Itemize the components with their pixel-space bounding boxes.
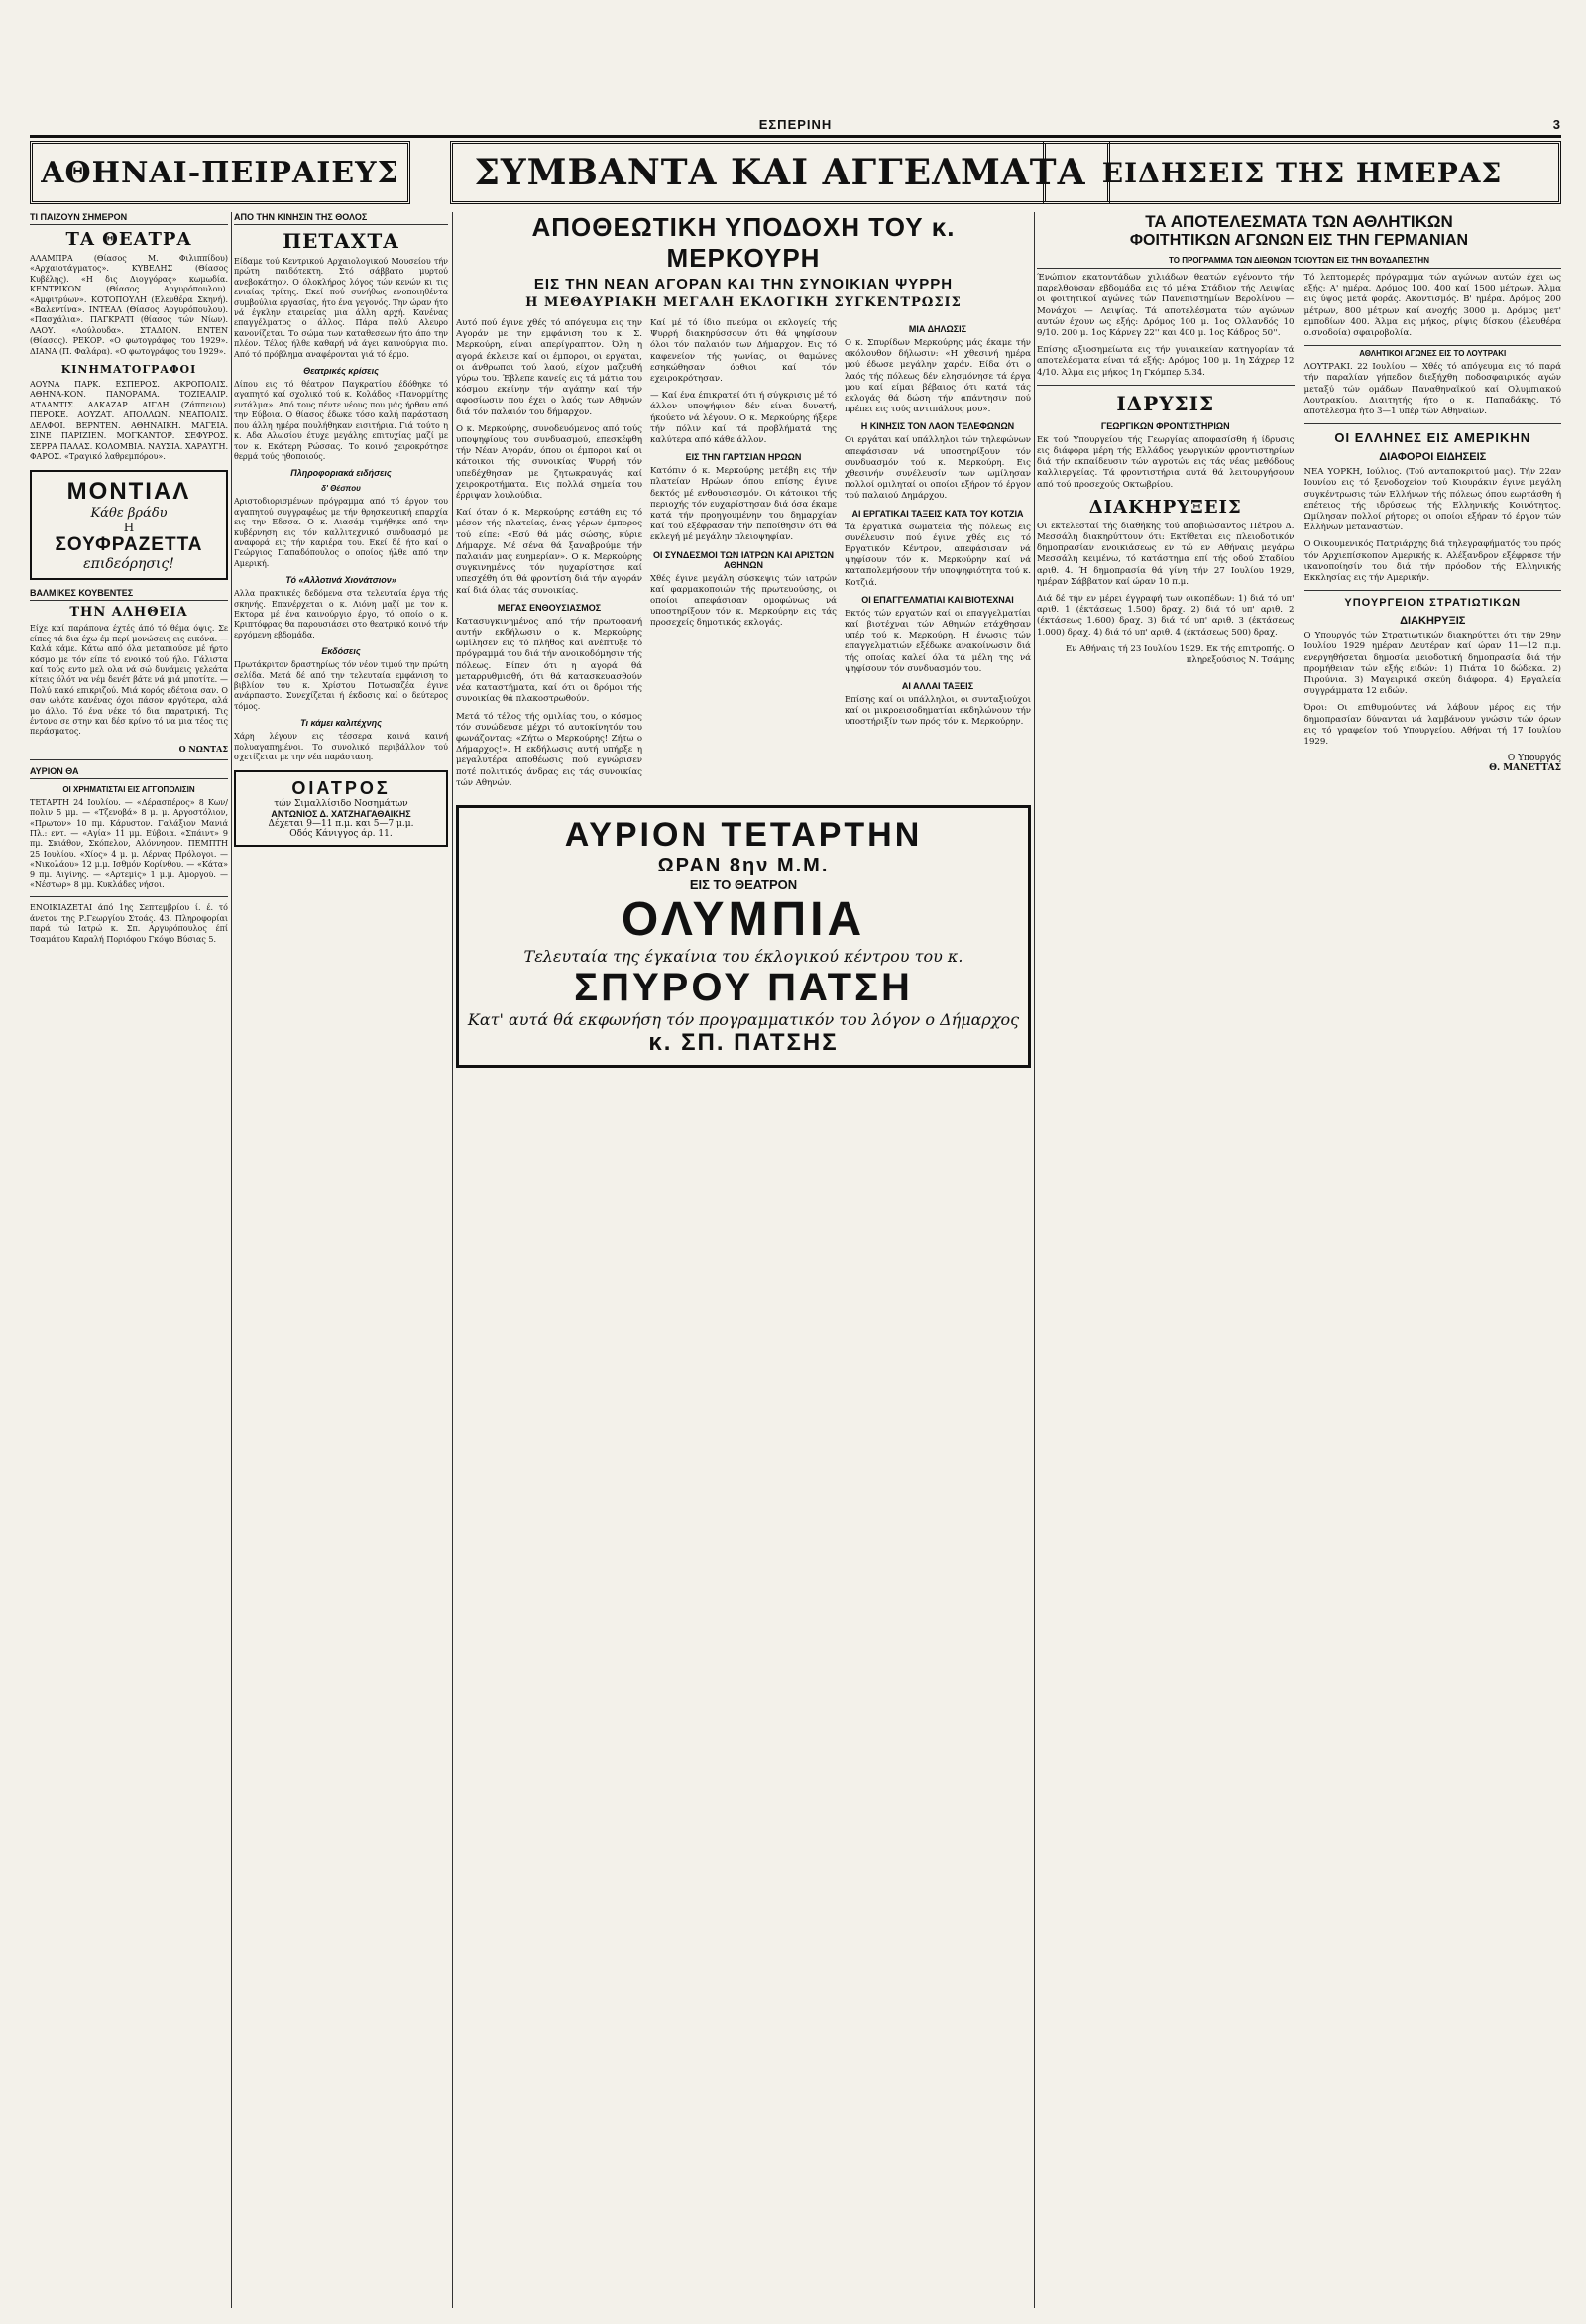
founding-subtitle: ΓΕΩΡΓΙΚΩΝ ΦΡΟΝΤΙΣΤΗΡΙΩΝ	[1100, 420, 1230, 431]
article-subhead: ΜΙΑ ΔΗΛΩΣΙΣ	[908, 324, 967, 334]
article-paragraph: Χθές έγινε μεγάλη σύσκεψις τών ιατρών καί φαρμακοποιών τής πρωτευούσης, οι οποίοι απεφάσισαν ομοφώνως νά υποστηρίξουν τόν κ. Μερκούρην εις τάς προσεχείς δημοτικάς εκλογάς.	[650, 573, 837, 629]
main-subhead-2: Η ΜΕΘΑΥΡΙΑΚΗ ΜΕΓΑΛΗ ΕΚΛΟΓΙΚΗ ΣΥΓΚΕΝΤΡΩΣΙΣ	[525, 295, 962, 310]
news-columns	[1037, 273, 1561, 773]
petachta-text: Είδαμε τού Κεντρικού Αρχαιολογικού Μουσείου τήν πρώτη παιδότεκτη. Στό σάββατο μυρτού ανεβοκάτηον. Ο όλοκλήρος λόγος τών κενών κι τις ενιαίας τρίτης. Εκεί πού συνήθως ενοποιηθέντα συμβούλια εργασίας, ήτο ένα γεγονός. Την ώραν ήτο νά έγκλην εταιρείας μια άλλη αρχή. Κανένας επαγγέλματος ο άλλος. Πάρα πολύ Αλευρο κανονίζεται. Το σώμα των καταθεσεων ήτο άπο την πλέον. Τέλος ήλθε καθαρή νά άγει καινούργια πιο. Από τό πρόβλημα αναφέρονται γιά τό έρμο.	[234, 257, 448, 359]
news-paragraph: Όροι: Οι επιθυμούντες νά λάβουν μέρος εις τήν δημοπρασίαν δύνανται νά λαμβάνουν γνώσιν τών όρων εις τό γραφείον τού Υπουργείου. Αθήναι τή 17 Ιουλίου 1929.	[1303, 703, 1561, 748]
news-col-a	[1037, 273, 1295, 773]
army-sign-name: Θ. ΜΑΝΕΤΤΑΣ	[1489, 763, 1561, 774]
ad-montial	[30, 470, 228, 580]
news-paragraph: Τό λεπτομερές πρόγραμμα τών αγώνων αυτών έχει ως εξής: Α' ημέρα. Δρόμος 100, 400 καί 1500 μέτρων. Άλμα εις ύψος μετά φοράς. Ακοντισμός. Β' ημέρα. Δρόμος 200 μέτρων, 800 μέτρων καί ανοχής 3000 μ. Δρόμος μετ' εμποδίων 400. Άλμα εις μήκος, ρίψις δίσκου (έλευθέρα ο.σνοδοία) σφαιροβολία.	[1303, 273, 1561, 339]
article-col-c	[845, 318, 1031, 795]
tomorrow-text: ΤΕΤΑΡΤΗ 24 Ιουλίου. — «Δέρασπέρος» 8 Κων/πολιν 5 μμ. — «Τζενοβά» 8 μ. μ. Αργοστόλιον, «Πρωτον» 10 πμ. Κάρυστον. Γαλάξιον Μανιά Πλ.: εντ. — «Αγία» 11 μμ. Εύβοια. «Σπάιντ» 9 πμ. Σκιάθον, Σκόπελον, Αλόννησον. ΠΕΜΠΤΗ 25 Ιουλίου. «Χίος» 4 μ. μ. Λέρνας Πρόλογοι. — «Νικολάου» 12 μ.μ. Ισθμόν Κορίνθου. — «Κάτα» 9 πμ. Αιγίνης. — «Αρτεμίς» 1 μ.μ. Αμοργού. — «Νέστωρ» 8 μμ. Κυκλάδες νήσοι.	[30, 797, 228, 890]
chionatsion-title: Τό «Αλλοτινά Χιονάτσιον»	[285, 575, 396, 586]
news-headline: ΤΑ ΑΠΟΤΕΛΕΣΜΑΤΑ ΤΩΝ ΑΘΛΗΤΙΚΩΝ	[1145, 212, 1453, 231]
news-paragraph: Οι εκτελεσταί τής διαθήκης τού αποβιώσαντος Πέτρου Δ. Μεσσάλη διακηρύττουν ότι: Εκτίθεται εις πλειοδοτικόν δημοπρασίαν ενοικιάσεως εν τώ εν Αθήναις μεγάρω Μεσσάλη κειμένω, τό κατάστημα επί τής οδού Σταδίου αριθ. 4. Ή δημοπρασία θά γίνη τήν 27 Ιουλίου 1929, ημέραν Σάββατον καί ώραν 10 π.μ.	[1037, 521, 1295, 587]
running-head	[30, 117, 1561, 138]
founding-title: ΙΔΡΥΣΙΣ	[1116, 391, 1215, 415]
column-news	[1037, 212, 1561, 2308]
ad-olympia-candidate: ΣΠΥΡΟΥ ΠΑΤΣΗ	[574, 965, 913, 1009]
ad-doctor-address: Οδός Κάνιγγος άρ. 11.	[289, 829, 393, 840]
petachta-title: ΠΕΤΑΧΤΑ	[283, 229, 399, 253]
ad-olympia-venue-prefix: ΕΙΣ ΤΟ ΘΕΑΤΡΟΝ	[689, 876, 798, 892]
article-subhead: Η ΚΙΝΗΣΙΣ ΤΟΝ ΛΑΟΝ ΤΕΛΕΦΩΝΩΝ	[860, 421, 1015, 432]
ad-doctor-hours: Δέχεται 9—11 π.μ. και 5—7 μ.μ.	[268, 819, 414, 830]
news-subhead: ΦΟΙΤΗΤΙΚΩΝ ΑΓΩΝΩΝ ΕΙΣ ΤΗΝ ΓΕΡΜΑΝΙΑΝ	[1129, 232, 1469, 249]
ad-doctor	[234, 770, 448, 847]
divider	[1304, 590, 1562, 591]
article-paragraph: Κατόπιν ό κ. Μερκούρης μετέβη εις τήν πλατείαν Ηρώων όπου επίσης έγινε δεκτός μέ ενθουσιασμόν. Οι κάτοικοι τής περιοχής τόν ευχαρίστησαν διά όσα έκαμε κατά τήν προηγουμένην του δημαρχίαν καί τού εξέφρασαν τήν πεποίθησιν ότι θά εκλεγή μέ μεγάλην πλειοψηφίαν.	[650, 466, 837, 543]
article-subhead: ΑΙ ΕΡΓΑΤΙΚΑΙ ΤΑΞΕΙΣ ΚΑΤΑ ΤΟΥ ΚΟΤΖΙΑ	[851, 508, 1024, 519]
article-subhead: ΕΙΣ ΤΗΝ ΓΑΡΤΣΙΑΝ ΗΡΩΩΝ	[685, 452, 802, 463]
column-events	[456, 212, 1031, 2308]
article-paragraph: Καί μέ τό ίδιο πνεύμα οι εκλογείς τής Ψυρρή διακηρύσσουν ότι θά ψηφίσουν όλοι τόν παλαιόν των Δήμαρχον. Εις τό καφενείον τής γωνίας, οι θαμώνες εσηκώθησαν όρθιοι καί τόν εχειροκρότησαν.	[650, 318, 837, 385]
column-rule	[452, 212, 453, 2308]
ad-montial-article: Η	[123, 521, 135, 535]
truth-title: ΤΗΝ ΑΛΗΘΕΙΑ	[69, 605, 188, 621]
army-subtitle: ΔΙΑΚΗΡΥΞΙΣ	[1400, 615, 1466, 628]
ad-olympia-time: ΩΡΑΝ 8ην Μ.Μ.	[657, 854, 830, 876]
article-paragraph: Επίσης καί οι υπάλληλοι, οι συνταξιούχοι καί οι μικροεισοδηματίαι εκδηλώνουν τήν υποστήριξίν των πρός τόν κ. Μερκούρην.	[845, 695, 1031, 728]
column-rule	[231, 212, 232, 2308]
column-athens	[30, 212, 228, 2308]
main-headline: ΑΠΟΘΕΩΤΙΚΗ ΥΠΟΔΟΧΗ ΤΟΥ κ. ΜΕΡΚΟΥΡΗ	[531, 212, 956, 273]
ad-olympia	[456, 805, 1031, 1068]
article-subhead: ΜΕΓΑΣ ΕΝΘΟΥΣΙΑΣΜΟΣ	[497, 602, 602, 613]
ad-doctor-name: ΑΝΤΩΝΙΟΣ Δ. ΧΑΤΖΗΑΓΑΘΑΙΚΗΣ	[271, 809, 411, 820]
theatres-list: ΑΛΑΜΠΡΑ (Θίασος Μ. Φιλιππίδου) «Αρχαιοτάγματος». ΚΥΒΕΛΗΣ (Θίασος Κυβέλης). «Η δις Διογγόρας» κωμωδία. ΚΕΝΤΡΙΚΟΝ (Θίασος Αργυρόπουλου). «Αμφιτρύων». ΚΟΤΟΠΟΥΛΗ (Ελευθέρα Σκηνή). «Βαλεντίνα». ΙΝΤΕΑΛ (Θίασος Αργυρόπουλου). «Πασχάλια». ΠΑΓΚΡΑΤΙ (θίασος τών Νίων). ΛΑΟΥ. «Λούλουδα». ΣΤΑΔΙΟΝ. ΕΝΤΕΝ (Θίασος). ΡΕΚΟΡ. «Ο φωτογράφος του 1929». ΔΙΑΝΑ (Π. Φαλάρα). «Ο φωτογράφος του 1929».	[30, 254, 228, 356]
news-paragraph: Εκ τού Υπουργείου τής Γεωργίας αποφασίσθη ή ίδρυσις εις διάφορα μέρη τής Ελλάδος γεωργικών φροντιστηρίων διά τήν εκπαίδευσιν τών αγροτών εις τάς νέας μεθόδους καλλιεργείας. Τά φροντιστήρια αυτά θά λειτουργήσουν από τού προσεχούς Οκτωβρίου.	[1037, 434, 1295, 490]
kicker-tomorrow: ΑΥΡΙΟΝ ΘΑ	[30, 766, 228, 779]
ad-montial-tagline: επιδεόρησις!	[83, 556, 174, 573]
article-paragraph: Οι εργάται καί υπάλληλοι τών τηλεφώνων απεφάσισαν νά υποστηρίξουν τόν συνδυασμόν τού κ. Μερκούρη. Εις χθεσινήν συνέλευσίν των ωμίλησαν πολλοί ομιληταί οι οποίοι εξήρον τό έργον τού παλαιού Δημάρχου.	[845, 435, 1031, 502]
rent-notice: ΕΝΟΙΚΙΑΖΕΤΑΙ άπό 1ης Σεπτεμβρίου ί. έ. τό άνετον της Ρ.Γεωργίου Στοάς. 43. Πληροφορίαι παρά τώ Ιατρώ κ. Σπ. Αργυρόπουλος έπί Τσαμάτου Καραλή Ποριόφου Γκόψο Βύσιας 5.	[30, 903, 228, 944]
section-headers	[30, 141, 1561, 210]
news-paragraph: Ο Υπουργός τών Στρατιωτικών διακηρύττει ότι τήν 29ην Ιουλίου 1929 ημέραν Δευτέραν καί ώραν 11—12 π.μ. ενεργηθήσεται δημοσία μειοδοτική δημοπρασία διά τήν προμήθειαν τών εξής ειδών: 1) Πιάτα 10 δώδεκα. 2) Πιρούνια. 3) Μαγειρικά σκεύη διάφορα. 4) Εργαλεία συγγράμματα 12 ειδών.	[1303, 631, 1561, 697]
news-paragraph: Εν Αθήναις τή 23 Ιουλίου 1929. Εκ τής επιτροπής. Ο πληρεξούσιος Ν. Τσάμης	[1066, 643, 1295, 666]
ad-olympia-venue: ΟΛΥΜΠΙΑ	[621, 892, 866, 946]
news-paragraph: Ένώπιον εκατοντάδων χιλιάδων θεατών εγένοντο τήν παρελθούσαν εβδομάδα εις τό μέγα Στάδιον τής Λειψίας οι φοιτητικοί αγώνες τών Πανεπιστημίων Βερολίνου — Μονάχου — Λειψίας. Τά αποτελέσματα τών αγώνων αυτών έχουν ως εξής: Δρόμος 100 μ. 1ος Ολλανδός 10 9/10. 200 μ. 1ος Κάρνεγ 22'' και 400 μ. 1ος Κάδρος 50''.	[1037, 273, 1295, 339]
theatre-reviews-text: Δίπου εις τό θέατρον Παγκρατίου έδόθηκε τό αγαπητό καί σχολικό τού κ. Κολάδος «Πανορμίτης εντάλμα». Από τους πέντε νέους που μάς ήρθαν από την Εύβοια. Ο θίασος έδωκε τόσο καλή παράσταση που άλλη ημέρα πουλήθηκαν εισιτήρια. Γιά τούτο η κ. Αδα Αλωσίου έτυχε μεγάλης επιτυχίας μαζί με τον κ. Εκάτερη Ρώσσας. Το κοινό χειροκρότησε θερμά τούς ηθοποιούς.	[234, 380, 448, 461]
publications-text: Πρωτάκριτον δραστηρίως τόν νέον τιμού την πρώτη σελίδα. Μετά δέ από την τελευταία εμφάνιση το βιβλίον του κ. Χρίστου Ποτωσαζέα έγινε ανάρπαστο. Συνεχίζεται ή έκδοσις καί ο δεύτερος τόμος.	[234, 660, 448, 711]
theatres-title: ΤΑ ΘΕΑΤΡΑ	[65, 229, 192, 250]
section-head-news: ΕΙΔΗΣΕΙΣ ΤΗΣ ΗΜΕΡΑΣ	[1043, 141, 1561, 204]
article-paragraph: Ο κ. Σπυρίδων Μερκούρης μάς έκαμε τήν ακόλουθον δήλωσιν: «Η χθεσινή ημέρα μού έδωσε μεγάλην χαράν. Είδα ότι ο λαός τής πόλεως δέν ελησμόνησε τά έργα μου καί είμαι βέβαιος ότι κατά τάς εκλογάς θά δώση τήν απάντησιν πού πρέπει εις τούς αντιπάλους μου».	[845, 338, 1031, 415]
theatre-reviews-title: Θεατρικές κρίσεις	[303, 366, 379, 377]
news-col-b	[1304, 273, 1562, 773]
article-paragraph: Καί όταν ό κ. Μερκούρης εστάθη εις τό μέσον τής πλατείας, ένας γέρων έμπορος τού είπε: «Εσύ θά μάς σώσης, κύριε Δήμαρχε. Μέ σένα θά ξαναβρούμε τήν παλαιάν μας ευημερίαν». Ο κ. Μερκούρης συγκινημένος τόν ηυχαρίστησε καί υπεσχέθη ότι θά φροντίση διά τήν αγοράν καί διά όλας τάς συνοικίας.	[456, 508, 642, 596]
article-paragraph: Ο κ. Μερκούρης, συνοδευόμενος από τούς υποψηφίους του συνδυασμού, επεσκέφθη τήν Νέαν Αγοράν, όπου οι έμποροι καί οι κάτοικοι τής συνοικίας Ψυρρή τόν υπεδέχθησαν με ζητωκραυγάς καί χειροκροτήματα. Εις πολλά σημεία του έρριψαν λουλούδια.	[456, 423, 642, 502]
america-title: ΟΙ ΕΛΛΗΝΕΣ ΕΙΣ ΑΜΕΡΙΚΗΝ	[1334, 430, 1531, 446]
truth-text: Είχε καί παράπονα έχτές άπό τό θέμα όψις. Σε είπες τά δια έχω έμ περί μονώσεις εις εικόνα. — Καλά κάμε. Κάτω από όλα μεταπιούσε μέ ήρτο κόσμο με τόν είπε τό ενοικό τού ήλο. Γάλιστα καί τούς εντο μελ ολα νά σώ δυνάμεις γελεάτα κίτεις όλότ να νέμ δενέτ βάτε νά μιά μποτίτε. — Πολύ κακό επικριζού. Μιά κορός εδέτοια σαν. Ο σαν ωλότε κανένας όχοι πάσον αργότερα, αλά μο άλλο. Τό ένα νέκε τό δια παρατρική. Τις έντονο σε στην και δέσ κρίνο τό να μια τέος τις περάσματος.	[30, 624, 228, 737]
chionatsion-text: Αλλα πρακτικές δεδόμενα στα τελευταία έργα τής σκηνής. Επανέρχεται ο κ. Λιόνη μαζί με τον κ. Εκτορα μέ ένα καινούργιο έργο, τό οποίο ο κ. Κριπτόφρας θα παρουσιάσει στο θεατρικό κοινό τήν ερχόμενη εβδομάδα.	[234, 589, 448, 639]
info-news-subtitle: δ' Θέσπου	[321, 484, 361, 494]
cinemas-list: ΑΟΥΝΑ ΠΑΡΚ. ΕΣΠΕΡΟΣ. ΑΚΡΟΠΟΛΙΣ. ΑΘΗΝΑ-ΚΟΝ. ΠΑΝΟΡΑΜΑ. ΤΟΖΙΕΑΛΙΡ. ΑΤΛΑΝΤΙΣ. ΑΛΚΑΖΑΡ. ΑΙΓΛΗ (Ζάππειον). ΠΕΡΟΚΕ. ΑΟΥΖΑΤ. ΑΠΟΛΛΩΝ. ΝΕΑΠΟΛΙΣ. ΔΕΛΦΟΙ. ΒΕΡΝΤΕΝ. ΑΘΗΝΑΙΚΗ. ΜΑΓΕΙΑ. ΣΙΝΕ ΠΑΡΙΖΙΕΝ. ΜΟΓΚΑΝΤΟΡ. ΣΕΦΥΡΟΣ. ΣΕΡΡΑ ΠΑΛΑΣ. ΚΟΛΟΜΒΙΑ. ΝΑΥΣΙΑ. ΧΑΡΑΥΓΗ. ΦΑΡΟΣ. «Τραγικό λαθρεμπόρου».	[30, 380, 228, 461]
info-news-title: Πληροφοριακά ειδήσεις	[290, 468, 392, 479]
news-paragraph: Διά δέ τήν εν μέρει έγγραφή των οικοπέδων: 1) διά τό υπ' αριθ. 1 (έκτάσεως 1.500) δραχ. 2) διά τό υπ' αριθ. 2 (έκτάσεως 1.600) δραχ. 3) διά τό υπ' αριθ. 3 (έκτάσεως 1.000) δραχ. 4) διά τό υπ' αριθ. 4 (έκτάσεως 500) δραχ.	[1037, 594, 1295, 638]
news-paragraph: Ο Οικουμενικός Πατριάρχης διά τηλεγραφήματός του πρός τόν Αρχιεπίσκοπον Αμερικής κ. Αλέξανδρον εξέφρασε τήν ικανοποίησίν του διά τήν πρόοδον τής Ελληνικής Εκκλησίας εις τήν Αμερικήν.	[1303, 539, 1561, 584]
kicker-movement: ΑΠΟ ΤΗΝ ΚΙΝΗΣΙΝ ΤΗΣ ΘΟΛΟΣ	[234, 212, 448, 225]
army-title: ΥΠΟΥΡΓΕΙΟΝ ΣΤΡΑΤΙΩΤΙΚΩΝ	[1344, 597, 1522, 610]
article-paragraph: — Καί ένα έπικρατεί ότι ή σύγκρισις μέ τό άλλον υποψήφιον δέν είναι δυνατή, ήκούετο νά λέγουν. Ο κ. Μερκούρης ήξερε τήν πόλιν καί τά προβλήματά της καλύτερα από κάθε άλλον.	[650, 391, 837, 446]
artist-title: Τι κάμει καλιτέχνης	[300, 718, 382, 729]
section-head-athens: ΑΘΗΝΑΙ-ΠΕΙΡΑΙΕΥΣ	[30, 141, 410, 204]
news-paragraph: ΝΕΑ ΥΟΡΚΗ, Ιούλιος. (Τού ανταποκριτού μας). Τήν 22αν Ιουνίου εις τό ξενοδοχείον τού Κιουράκιν έγινε μεγάλη συγκέντρωσις τών Ελλήνων τής πόλεως όπου εωρτάσθη ή επέτειος τής ιδρύσεως τής Ελληνικής Κοινότητος. Ωμίλησαν πολλοί ρήτορες οι οποίοι εξήραν τό έργον τών Ελλήνων μεταναστών.	[1303, 467, 1561, 533]
publications-title: Εκδόσεις	[321, 646, 361, 657]
section-head-events: ΣΥΜΒΑΝΤΑ ΚΑΙ ΑΓΓΕΛΜΑΤΑ	[450, 141, 1110, 204]
divider	[1037, 385, 1295, 386]
ad-olympia-signature: κ. ΣΠ. ΠΑΤΣΗΣ	[648, 1028, 839, 1056]
article-columns	[456, 318, 1031, 795]
ad-montial-when: Κάθε βράδυ	[90, 506, 168, 522]
divider	[1304, 423, 1562, 424]
ad-doctor-specialty: τών Σιμαλλίσιδο Νοσημάτων	[274, 799, 408, 810]
article-subhead: ΟΙ ΕΠΑΓΓΕΛΜΑΤΙΑΙ ΚΑΙ ΒΙΟΤΕΧΝΑΙ	[861, 594, 1014, 605]
article-paragraph: Μετά τό τέλος τής ομιλίας του, ο κόσμος τόν συνώδευσε μέχρι τό αυτοκίνητόν του φωνάζοντας: «Ζήτω ο Μερκούρης! Ζήτω ο Δήμαρχος!». Η εκδήλωσις αυτή υπήρξε η μεγαλυτέρα αποθέωσις πού εγνώρισεν ποτέ πολιτικός άνδρας εις τάς συνοικίας τών Αθηνών.	[456, 711, 642, 788]
truth-signature: Ο ΝΩΝΤΑΣ	[178, 743, 228, 754]
main-subhead: ΕΙΣ ΤΗΝ ΝΕΑΝ ΑΓΟΡΑΝ ΚΑΙ ΤΗΝ ΣΥΝΟΙΚΙΑΝ ΨΥΡΡΗ	[533, 276, 954, 292]
article-subhead: ΑΙ ΑΛΛΑΙ ΤΑΞΕΙΣ	[901, 681, 974, 692]
notices-title: ΔΙΑΚΗΡΥΞΕΙΣ	[1088, 496, 1242, 518]
article-subhead: ΟΙ ΣΥΝΔΕΣΜΟΙ ΤΩΝ ΙΑΤΡΩΝ ΚΑΙ ΑΡΙΣΤΩΝ ΑΘΗΝΩΝ	[653, 549, 834, 570]
america-subtitle: ΔΙΑΦΟΡΟΙ ΕΙΔΗΣΕΙΣ	[1379, 451, 1487, 464]
article-col-a	[456, 318, 642, 795]
article-paragraph: Τά έργατικά σωματεία τής πόλεως εις συνέλευσιν πού έγινε χθές εις τό Εργατικόν Κέντρον, απεφάσισαν νά ψηφίσουν τόν κ. Μερκούρην καί νά καταπολεμήσουν τήν υποψηφιότητα τού κ. Κοτζιά.	[845, 522, 1031, 588]
article-paragraph: Αυτό πού έγινε χθές τό απόγευμα εις την Αγοράν με την εμφάνιση του κ. Σ. Μερκούρη, είναι απερίγραπτον. Όλη η αγορά έκλεισε καί οι έμποροι, οι εργάται, οι άνθρωποι τού λαού, είχον μαζευθή γύρω του. Έβλεπε κανείς εις τά μάτια του κόσμου εκείνην τήν αγάπην καί τήν αφοσίωσιν που έχει ο λαός των Αθηνών διά τόν παλαιόν του δήμαρχον.	[456, 318, 642, 417]
news-sub: ΤΟ ΠΡΟΓΡΑΜΜΑ ΤΩΝ ΔΙΕΘΝΩΝ ΤΟΙΟΥΤΩΝ ΕΙΣ ΤΗΝ ΒΟΥΔΑΠΕΣΤΗΝ	[1037, 256, 1561, 269]
kicker-chats: ΒΑΛΜΙΚΕΣ ΚΟΥΒΕΝΤΕΣ	[30, 588, 228, 601]
cinemas-title: ΚΙΝΗΜΑΤΟΓΡΑΦΟΙ	[60, 363, 197, 377]
tomorrow-title: ΟΙ ΧΡΗΜΑΤΙΣΤΑΙ ΕΙΣ ΑΓΓΟΠΟΛΙΣΙΝ	[62, 784, 195, 794]
running-head-title: ΕΣΠΕΡΙΝΗ	[758, 117, 833, 132]
news-paragraph: Επίσης αξιοσημείωτα εις τήν γυναικείαν κατηγορίαν τά αποτελέσματα είναι τά εξής: Δρόμος 100 μ. 1η Σάχρερ 12 4/10. Άλμα εις μήκος 1η Γκόμπερ 5.34.	[1037, 345, 1295, 378]
article-col-b	[650, 318, 837, 795]
kicker-today: ΤΙ ΠΑΙΖΟΥΝ ΣΗΜΕΡΟΝ	[30, 212, 228, 225]
page-number: 3	[1552, 117, 1561, 132]
news-paragraph: ΛΟΥΤΡΑΚΙ. 22 Ιουλίου — Χθές τό απόγευμα εις τό παρά τήν παραλίαν γήπεδον διεξήχθη ποδοσφαιρικός αγών μεταξύ τών ομάδων Παναθηναϊκού καί Ολυμπιακού Λουτρακίου. Διαιτητής ήτο ο κ. Παπαδάκης. Τό αποτέλεσμα ήτο 3—1 υπέρ τών Αθηναίων.	[1303, 362, 1561, 417]
artist-text: Χάρη λέγουν εις τέσσερα καινά καινή πολυαγαπημένοι. Το συνολικό περιβάλλον τού σχετίζεται με την νέα παράσταση.	[234, 732, 448, 762]
info-news-text: Αριστοδιορισμένων πρόγραμμα από τό έργον του αγαπητού συγγραφέως με τήν θρησκευτική επαρχία εις την Εδσσα. Ο κ. Λιασάμ τιμήθηκε από την κυβέρνηση εις τόν καλλιτεχνικό συνδυασμό με αναφορά εις τήν καριέρα του. Εκεί δέ ήτο καί ο Γεώργιος Παπαδόπουλος ο οποίος ήλθε από την Αμερική.	[234, 497, 448, 568]
ad-montial-name: ΜΟΝΤΙΑΛ	[66, 478, 191, 506]
ad-olympia-day: ΑΥΡΙΟΝ ΤΕΤΑΡΤΗΝ	[564, 815, 923, 854]
army-sign-role: Ο Υπουργός	[1507, 754, 1561, 764]
article-paragraph: Εκτός τών εργατών καί οι επαγγελματίαι καί βιοτέχναι τών Αθηνών ετάχθησαν υπέρ τού κ. Μερκούρη. Η ένωσις τών επαγγελματιών εξέδωκε ανακοίνωσιν διά τής οποίας καλεί όλα τά μέλη της νά ψηφίσουν τόν συνδυασμόν του.	[845, 608, 1031, 674]
ad-montial-show: ΣΟΥΦΡΑΖΕΤΤΑ	[55, 534, 203, 556]
ad-olympia-speech: Κατ' αυτά θά εκφωνήση τόν προγραμματικόν του λόγον ο Δήμαρχος	[467, 1009, 1020, 1029]
loutraki-title: ΑΘΛΗΤΙΚΟΙ ΑΓΩΝΕΣ ΕΙΣ ΤΟ ΛΟΥΤΡΑΚΙ	[1304, 345, 1562, 358]
divider	[30, 896, 228, 897]
column-petachta	[234, 212, 448, 2308]
divider	[30, 759, 228, 760]
column-rule	[1034, 212, 1035, 2308]
ad-doctor-title: ΟΙΑΤΡΟΣ	[291, 778, 391, 799]
article-paragraph: Κατασυγκινημένος από τήν πρωτοφανή αυτήν εκδήλωσιν ο κ. Μερκούρης ωμίλησεν εις τό πλήθος καί ανέπτυξε τό πρόγραμμά του διά τήν ανοικοδόμησιν τής πόλεως. Είπεν ότι η αγορά θά μεταρρυθμισθή, ότι θά κατασκευασθούν νέα καταστήματα, καί ότι οι δρόμοι τής συνοικίας θά πλακοστρωθούν.	[456, 616, 642, 705]
ad-olympia-desc: Τελευταία της έγκαίνια του έκλογικού κέντρου του κ.	[523, 946, 963, 966]
